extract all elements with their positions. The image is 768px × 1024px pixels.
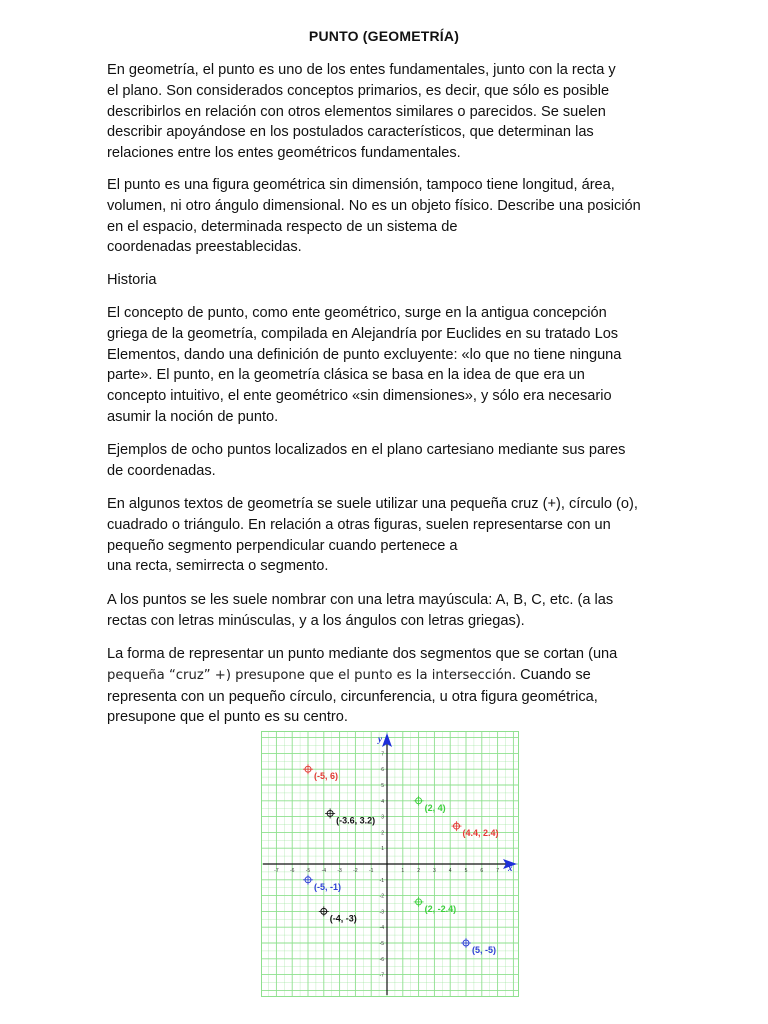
x-tick-label: 3 xyxy=(433,868,436,874)
text-line: asumir la noción de punto. xyxy=(107,408,279,425)
y-tick-label: 7 xyxy=(381,751,384,758)
cartesian-plane-figure xyxy=(261,731,519,997)
x-tick-label: 1 xyxy=(401,868,405,874)
x-tick-label: -1 xyxy=(368,868,374,874)
y-tick-label: -5 xyxy=(379,941,384,947)
data-point-label: (5, -5) xyxy=(472,945,497,955)
x-tick-label: -4 xyxy=(321,868,327,874)
text-line-mixed xyxy=(107,665,667,687)
x-tick-label: -7 xyxy=(274,868,279,874)
text-line: representa con un pequeño círculo, circunferencia, u otra figura geométrica, xyxy=(107,688,598,705)
text-line: una recta, semirrecta o segmento. xyxy=(107,558,329,575)
text-line: cuadrado o triángulo. En relación a otras figuras, suelen representarse con un xyxy=(107,516,611,533)
data-point-label: (2, -2.4) xyxy=(424,903,457,914)
text-line: de coordenadas. xyxy=(107,462,216,479)
text-line: Historia xyxy=(107,272,157,288)
text-line: rectas con letras minúsculas, y a los ángulos con letras griegas). xyxy=(107,612,525,629)
y-tick-label: -4 xyxy=(379,925,384,932)
y-tick-label: -7 xyxy=(379,972,384,979)
y-tick-label: 3 xyxy=(381,814,384,821)
x-tick-label: 7 xyxy=(496,868,499,874)
plain-text: . Cuando se xyxy=(512,666,591,683)
x-tick-label: -5 xyxy=(305,868,311,874)
x-tick-label: -2 xyxy=(353,868,358,874)
paragraph-representacion xyxy=(107,494,667,577)
y-tick-label: 2 xyxy=(381,830,384,837)
text-line: describir apoyándose en los postulados característicos, que determinan las xyxy=(107,124,594,141)
page-title: PUNTO (GEOMETRÍA) xyxy=(308,28,460,44)
x-tick-label: 4 xyxy=(448,868,452,874)
text-line: describirlos en relación con otros elementos similares o parecidos. Se suelen xyxy=(107,103,606,120)
paragraph-nombres xyxy=(107,590,667,632)
text-line: el plano. Son considerados conceptos primarios, es decir, que sólo es posible xyxy=(107,82,610,99)
y-tick-label: 5 xyxy=(381,783,384,789)
y-tick-label: 4 xyxy=(381,798,384,805)
text-line: El concepto de punto, como ente geométrico, surge en la antigua concepción xyxy=(107,305,607,321)
text-line: relaciones entre los entes geométricos fundamentales. xyxy=(107,145,461,162)
x-tick-label: 6 xyxy=(480,868,484,874)
paragraph-definition xyxy=(107,175,667,258)
text-line: coordenadas preestablecidas. xyxy=(107,239,302,256)
text-line: Elementos, dando una definición de punto excluyente: «lo que no tiene ninguna xyxy=(107,346,622,363)
paragraph-intro xyxy=(107,60,667,164)
y-tick-label: 1 xyxy=(381,846,384,853)
data-point-label: (-5, 6) xyxy=(314,771,339,782)
text-line: en el espacio, determinada respecto de un sistema de xyxy=(107,218,458,235)
paragraph-historia xyxy=(107,303,667,428)
x-tick-label: -6 xyxy=(289,868,295,874)
text-line: parte». El punto, en la geometría clásica se basa en la idea de que era un xyxy=(107,367,585,384)
x-tick-label: -3 xyxy=(337,868,342,874)
text-line: En algunos textos de geometría se suele utilizar una pequeña cruz (+), círculo (o), xyxy=(107,496,638,512)
paragraph-ejemplos xyxy=(107,440,667,482)
y-tick-label: -2 xyxy=(379,893,384,900)
y-tick-label: -1 xyxy=(379,877,384,884)
text-line: volumen, ni otro ángulo dimensional. No es un objeto físico. Describe una posición xyxy=(107,197,641,214)
y-axis-label: y xyxy=(378,734,382,744)
data-point-label: (4.4, 2.4) xyxy=(462,828,499,839)
paragraph-cruz xyxy=(107,644,667,728)
data-point-label: (-3.6, 3.2) xyxy=(336,815,376,826)
y-tick-label: 6 xyxy=(381,767,384,774)
text-line: A los puntos se les suele nombrar con una letra mayúscula: A, B, C, etc. (a las xyxy=(107,592,614,608)
text-line: El punto es una figura geométrica sin dimensión, tampoco tiene longitud, área, xyxy=(107,177,615,193)
data-point-label: (-4, -3) xyxy=(329,913,357,924)
text-line: En geometría, el punto es uno de los entes fundamentales, junto con la recta y xyxy=(107,62,616,78)
x-tick-label: 2 xyxy=(417,868,420,874)
styled-text: pequeña “cruz” +) presupone que el punto es la intersección xyxy=(107,667,513,683)
text-line: concepto intuitivo, el ente geométrico «sin dimensiones», y sólo era necesario xyxy=(107,388,612,405)
data-point-label: (-5, -1) xyxy=(314,881,341,892)
x-axis-label: x xyxy=(508,863,513,873)
text-line: presupone que el punto es su centro. xyxy=(107,709,348,726)
text-line: Ejemplos de ocho puntos localizados en el plano cartesiano mediante sus pares xyxy=(107,442,626,458)
y-tick-label: -6 xyxy=(379,956,384,963)
x-tick-label: 5 xyxy=(464,868,468,874)
y-tick-label: -3 xyxy=(379,909,384,916)
text-line: La forma de representar un punto mediante dos segmentos que se cortan (una xyxy=(107,646,618,662)
data-point-label: (2, 4) xyxy=(424,802,446,813)
text-line: pequeño segmento perpendicular cuando pertenece a xyxy=(107,537,458,554)
section-heading-historia xyxy=(107,270,667,291)
text-line: griega de la geometría, compilada en Alejandría por Euclides en su tratado Los xyxy=(107,325,619,342)
